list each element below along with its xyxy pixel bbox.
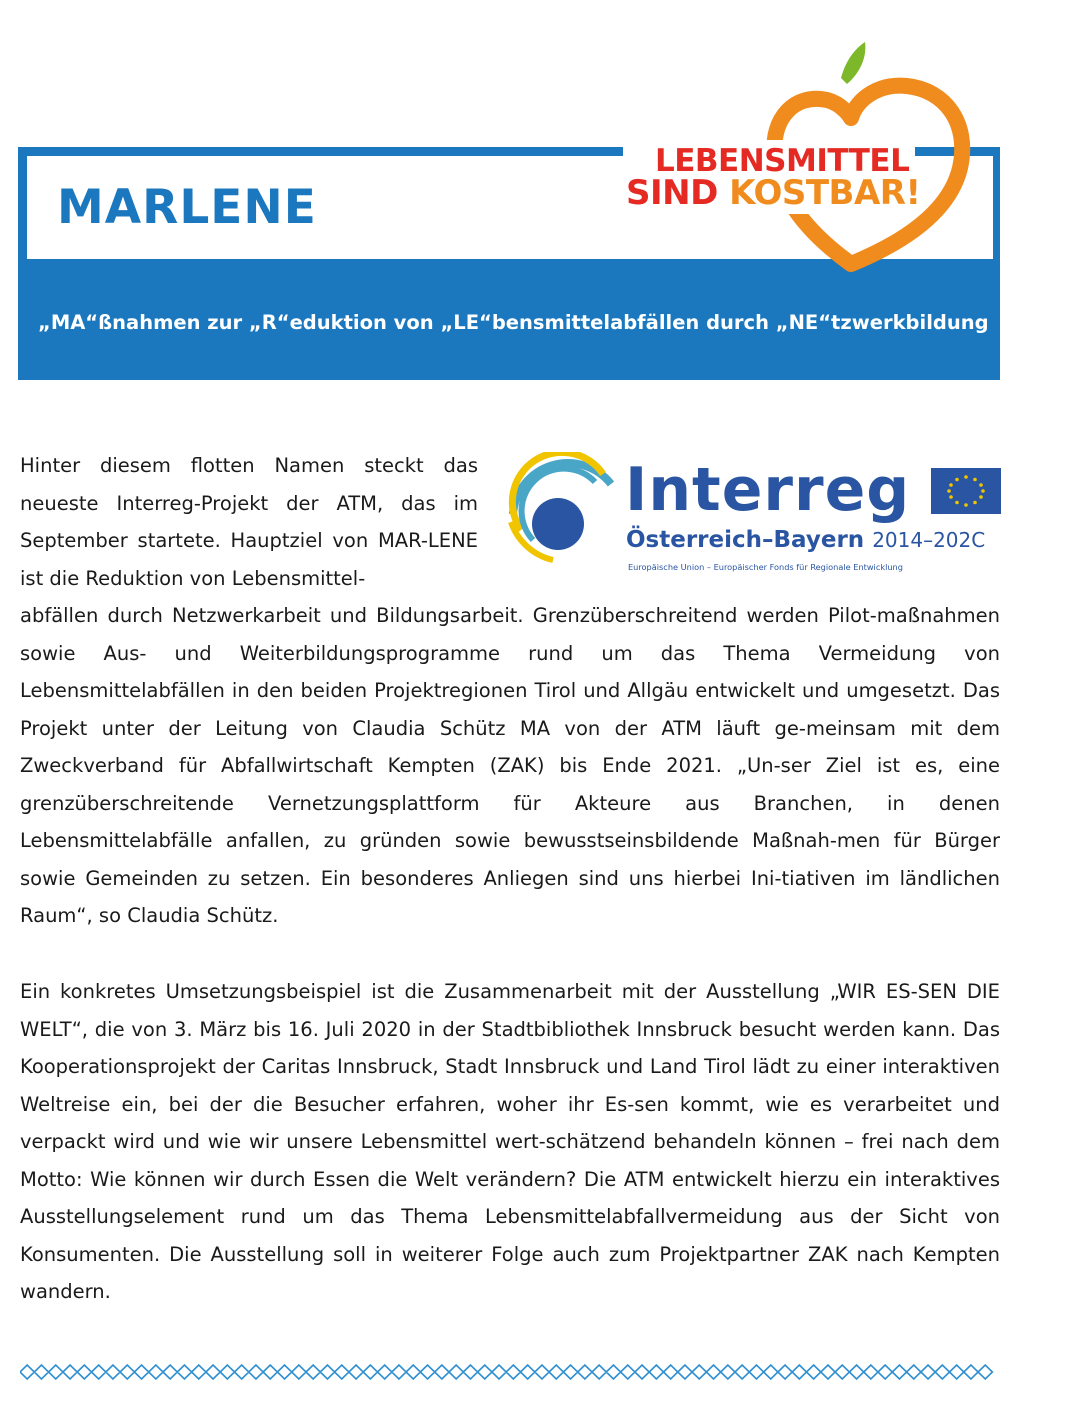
diamond-divider xyxy=(20,1364,1000,1380)
paragraph-2: Ein konkretes Umsetzungsbeispiel ist die Zusammenarbeit mit der Ausstellung „WIR ES-SEN DIE WELT“, die von 3. März bis 16. Juli 2020 in der Stadtbibliothek Innsbruck besucht werden kann. Das Kooperationsprojekt der Caritas Innsbruck, Stadt Innsbruck und Land Tirol lädt zu einer interaktiven Weltreise ein, bei der die Besucher erfahren, woher ihr Es-sen kommt, wie es verarbeitet und verpackt wird und wie wir unsere Lebensmittel wert-schätzend behandeln können – frei nach dem Motto: Wie können wir durch Essen die Welt verändern? Die ATM entwickelt hierzu ein interaktives Ausstellungselement rund um das Thema Lebensmittelabfallvermeidung aus der Sicht von Konsumenten. Die Ausstellung soll in weiterer Folge auch zum Projektpartner ZAK nach Kempten wandern. xyxy=(20,980,1000,1303)
logo-line-1: LEBENSMITTEL xyxy=(655,143,910,179)
interreg-fund-caption: Europäische Union – Europäischer Fonds für Regionale Entwicklung xyxy=(628,562,903,572)
page-subtitle: „MA“ßnahmen zur „R“eduktion von „LE“bensmittelabfällen durch „NE“tzwerkbildung xyxy=(38,311,989,334)
paragraph-1-rest: abfällen durch Netzwerkarbeit und Bildungsarbeit. Grenzüberschreitend werden Pilot-maßnahmen sowie Aus- und Weiterbildungsprogramme rund um das Thema Vermeidung von Lebensmittelabfällen in den beiden Projektregionen Tirol und Allgäu entwickelt und umgesetzt. Das Projekt unter der Leitung von Claudia Schütz MA von der ATM läuft ge-meinsam mit dem Zweckverband für Abfallwirtschaft Kempten (ZAK) bis Ende 2021. „Un-ser Ziel ist es, eine grenzüberschreitende Vernetzungsplattform für Akteure aus Branchen, in denen Lebensmittelabfälle anfallen, zu gründen sowie bewusstseinsbildende Maßnah-men für Bürger sowie Gemeinden zu setzen. Ein besonderes Anliegen sind uns hierbei Ini-tiativen im ländlichen Raum“, so Claudia Schütz. xyxy=(20,604,1000,927)
interreg-wordmark: Interreg xyxy=(625,455,911,525)
interreg-region: Österreich–Bayern 2014–202C xyxy=(626,527,986,553)
diamond-chain xyxy=(20,1365,992,1379)
paragraph-1-start: Hinter diesem flotten Namen steckt das neueste Interreg-Projekt der ATM, das im September startete. Hauptziel von MAR-LENE ist die Reduktion von Lebensmittel- xyxy=(20,454,478,590)
page-title: MARLENE xyxy=(57,180,317,235)
logo-line-2: SIND KOSTBAR! xyxy=(626,173,921,213)
